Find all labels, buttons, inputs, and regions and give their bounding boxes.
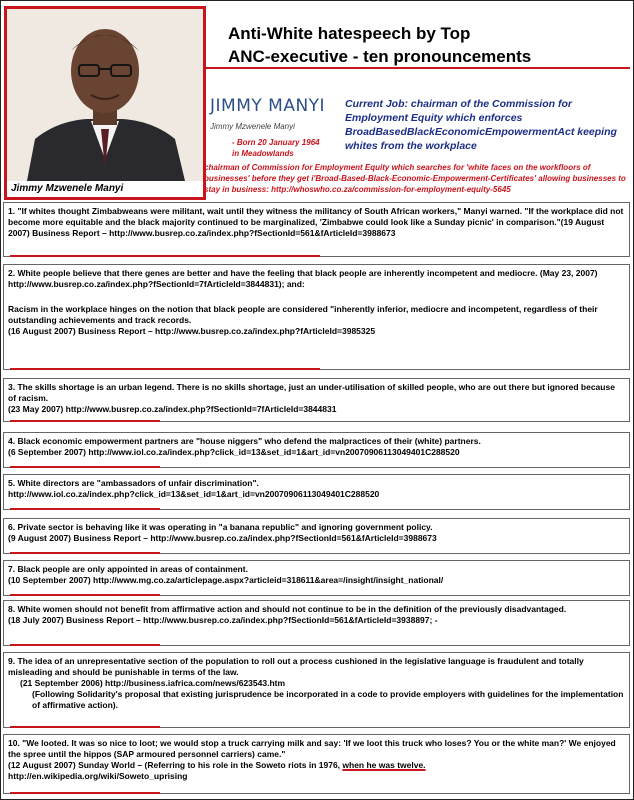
full-name: Jimmy Mzwenele Manyi [210,122,295,131]
birth-date: - Born 20 January 1964 [232,138,320,147]
red-underline [10,255,320,257]
red-underline [10,792,160,794]
pronouncement-1 [3,202,630,257]
pronouncement-source: (23 May 2007) http://www.busrep.co.za/index.php?fSectionId=7fArticleId=3844831 [8,404,337,414]
name-logo: JIMMY MANYI [210,96,326,116]
pronouncement-text: 5. White directors are "ambassadors of unfair discrimination". [8,478,259,488]
photo-caption: Jimmy Mzwenele Manyi [7,181,203,197]
age-note: when he was twelve. [342,760,426,770]
red-underline [10,420,160,422]
pronouncement-2 [3,264,630,370]
pronouncement-5 [3,474,630,510]
pronouncement-text: 1. "If whites thought Zimbabweans were militant, wait until they witness the militancy of South African workers," Manyi warned. "If the workplace did not become more equitable and the black majority continued to be marginalized, 'Zimbabwe could look like a Sunday picnic' in comparison."(19 August 2007) Business Report – http://www.busrep.co.za/index.php?fSectionId=561&fArticleId=3988673 [8,206,624,238]
red-underline [10,644,160,646]
page-title [228,22,628,68]
pronouncement-text: 9. The idea of an unrepresentative section of the population to roll out a process cushioned in the legislative language is fraudulent and totally misleading and should be punishable in terms of the law. [8,656,584,677]
portrait-photo [4,6,206,200]
birth-place: in Meadowlands [232,149,294,158]
name-block [210,96,340,159]
current-job: Current Job: chairman of the Commission for Employment Equity which enforces BroadBasedBlackEconomicEmpowermentAct keeping whites from the workplace [345,98,617,152]
pronouncement-text: 4. Black economic empowerment partners are "house niggers" who defend the malpractices of their (white) partners. [8,436,481,446]
pronouncement-source: (9 August 2007) Business Report – http://www.busrep.co.za/index.php?fSectionId=561&fArticleId=3988673 [8,533,437,543]
pronouncement-source: (16 August 2007) Business Report – http://www.busrep.co.za/index.php?fArticleId=3985325 [8,326,376,336]
pronouncement-3 [3,378,630,422]
pronouncement-source: (6 September 2007) http://www.iol.co.za/index.php?click_id=13&set_id=1&art_id=vn20070906113049401C288520 [8,447,460,457]
pronouncement-9 [3,652,630,728]
red-underline [10,368,320,370]
red-underline [10,594,160,596]
pronouncement-text: 8. White women should not benefit from affirmative action and should not continue to be in the definition of the previously disadvantaged. [8,604,567,614]
pronouncement-6 [3,518,630,554]
chairman-description: chairman of Commission for Employment Equity which searches for 'white faces on the workfloors of businesses' before they get i'Broad-Based-Black-Economic-Empowerment-Certificates' allowing businesses to stay in business: http://whoswho.co.za/commission-for-employment-equity-5645 [204,163,626,194]
pronouncement-text: 6. Private sector is behaving like it was operating in "a banana republic" and ignoring government policy. [8,522,433,532]
red-underline [10,726,160,728]
pronouncement-text: 2. White people believe that there genes are better and have the feeling that black people are inherently incompetent and mediocre. (May 23, 2007) http://www.busrep.co.za/index.php?fSectionId=7fArticleId=3844831); and: [8,268,598,289]
pronouncement-source [8,760,625,771]
pronouncement-link: http://en.wikipedia.org/wiki/Soweto_uprising [8,771,188,781]
pronouncement-text: 10. "We looted. It was so nice to loot; we would stop a truck carrying milk and say: 'If we loot this truck who loses? You or the white man?' We enjoyed the spree until the hippos (SAP armoured personnel carriers) came." [8,738,616,759]
red-underline [10,552,160,554]
portrait-image [7,9,203,181]
pronouncement-8 [3,600,630,646]
title-underline [206,67,630,69]
pronouncement-source-text: (12 August 2007) Sunday World – (Referring to his role in the Soweto riots in 1976, [8,760,343,770]
pronouncement-source: (10 September 2007) http://www.mg.co.za/articlepage.aspx?articleid=318611&area=/insight/insight_national/ [8,575,444,585]
pronouncement-text-2: Racism in the workplace hinges on the notion that black people are considered "inherently inferior, mediocre and incompetent, regardless of their outstanding achievements and track records. [8,304,598,325]
title-line-1: Anti-White hatespeech by Top [228,24,471,43]
pronouncement-7 [3,560,630,596]
pronouncement-source: (18 July 2007) Business Report – http://www.busrep.co.za/index.php?fSectionId=561&fArticleId=3938897; - [8,615,438,625]
birth-info [210,137,340,159]
pronouncement-text: 3. The skills shortage is an urban legend. There is no skills shortage, just an under-utilisation of skilled people, who are out there but ignored because of racism. [8,382,615,403]
pronouncement-note: (Following Solidarity's proposal that existing jurisprudence be incorporated in a code to provide employers with guidelines for the implementation of affirmative action). [32,689,624,710]
pronouncement-text: 7. Black people are only appointed in areas of containment. [8,564,248,574]
pronouncement-10 [3,734,630,794]
red-underline [10,508,160,510]
pronouncement-4 [3,432,630,468]
red-underline [10,466,160,468]
pronouncement-source: (21 September 2006) http://business.iafrica.com/news/623543.htm [20,678,286,688]
pronouncement-source: http://www.iol.co.za/index.php?click_id=13&set_id=1&art_id=vn20070906113049401C288520 [8,489,380,499]
title-line-2: ANC-executive - ten pronouncements [228,47,532,66]
